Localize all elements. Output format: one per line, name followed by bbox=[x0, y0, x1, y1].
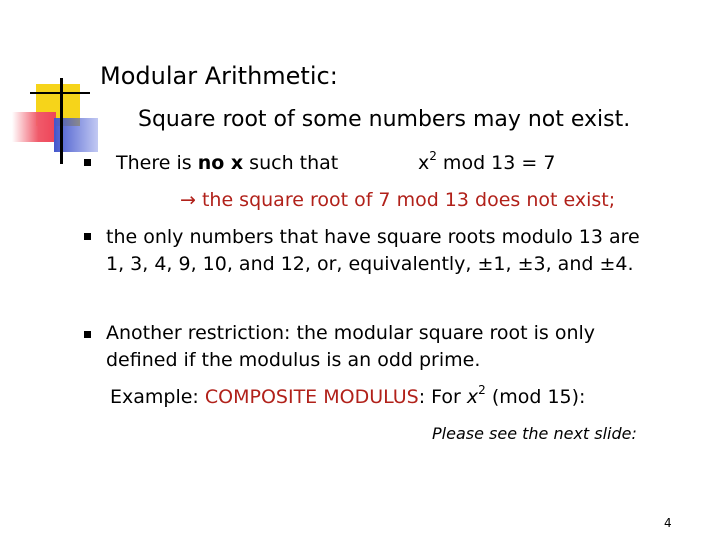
logo-vertical-line bbox=[60, 78, 63, 164]
bullet-3-line-2: defined if the modulus is an odd prime. bbox=[106, 349, 481, 371]
bullet-2-line-1: the only numbers that have square roots modulo 13 are bbox=[106, 226, 640, 248]
expr-exponent: 2 bbox=[429, 148, 437, 163]
bullet-square-icon bbox=[84, 233, 91, 240]
logo-red-square bbox=[12, 112, 56, 142]
example-variable: x bbox=[466, 386, 479, 408]
example-exponent: 2 bbox=[478, 382, 486, 397]
arrow-line bbox=[180, 188, 615, 212]
expr-rest: mod 13 = 7 bbox=[436, 152, 556, 174]
example-suffix: (mod 15): bbox=[485, 386, 586, 408]
slide-title: Modular Arithmetic: bbox=[100, 62, 338, 90]
page-number: 4 bbox=[664, 516, 672, 530]
slide-subtitle: Square root of some numbers may not exist. bbox=[138, 107, 631, 132]
bullet-1-bold: no x bbox=[197, 152, 244, 174]
bullet-3-line-1: Another restriction: the modular square root is only bbox=[106, 322, 596, 344]
bullet-square-icon bbox=[84, 159, 91, 166]
bullet-1-prefix: There is bbox=[116, 152, 198, 174]
bullet-1-text bbox=[116, 151, 338, 175]
bullet-2-line-2: 1, 3, 4, 9, 10, and 12, or, equivalently, ±1, ±3, and ±4. bbox=[106, 253, 634, 275]
next-slide-note: Please see the next slide: bbox=[432, 424, 637, 443]
logo-horizontal-line bbox=[30, 92, 90, 94]
composite-modulus-highlight: COMPOSITE MODULUS bbox=[204, 386, 419, 408]
example-line bbox=[110, 382, 586, 409]
example-prefix: Example: bbox=[110, 386, 205, 408]
expr-base: x bbox=[418, 152, 430, 174]
decorative-logo bbox=[0, 0, 100, 150]
example-mid: : For bbox=[418, 386, 467, 408]
bullet-1-middle: such that bbox=[243, 152, 339, 174]
bullet-square-icon bbox=[84, 331, 91, 338]
bullet-1-expression bbox=[418, 148, 556, 175]
arrow-line-text: the square root of 7 mod 13 does not exist; bbox=[195, 189, 616, 211]
right-arrow-icon: → bbox=[180, 189, 196, 211]
